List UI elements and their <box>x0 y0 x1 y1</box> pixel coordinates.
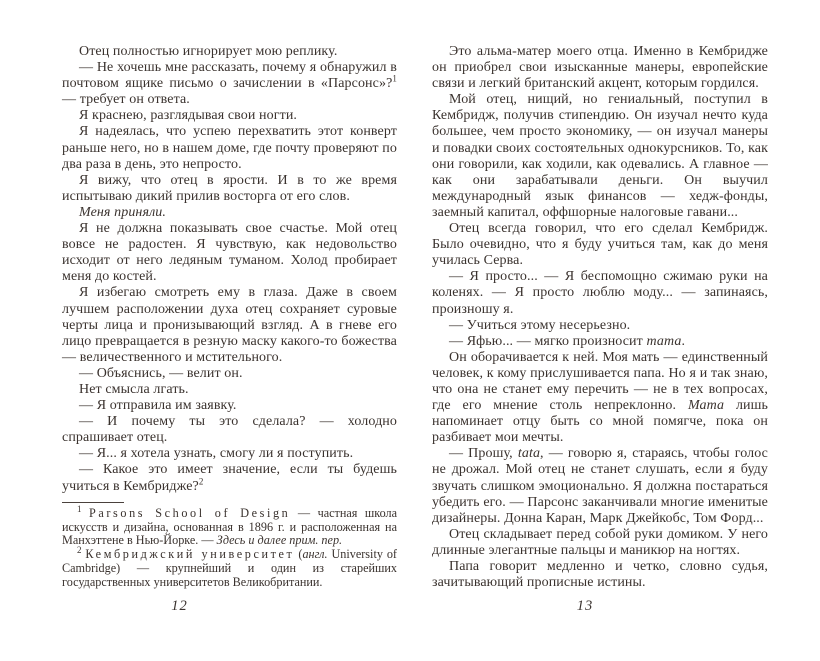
text-run: tata <box>517 446 541 462</box>
text-run: — Объяснись, — велит он. <box>79 365 243 381</box>
text-run: 2 <box>77 545 82 556</box>
page-number-left: 12 <box>171 598 188 614</box>
text-run: Папа говорит медленно и четко, словно судья, зачитывающий прописные истины. <box>432 559 768 591</box>
paragraphs <box>432 44 768 591</box>
paragraph <box>62 60 397 108</box>
text-run: Это альма-матер моего отца. Именно в Кембридже он приобрел свои изысканные манеры, европейские связи и легкий британский акцент, которым гордился. <box>432 44 768 92</box>
text-run: Parsons School of Design <box>89 505 291 520</box>
text-run: Мата <box>687 398 725 414</box>
text-run: — Учиться этому несерьезно. <box>449 317 631 333</box>
text-run: . <box>681 333 686 349</box>
text-run: — частная школа искусств и дизайна, основанная в 1896 г. и расположенная на Манхэттене в Нью-Йорке. — <box>62 505 398 548</box>
text-run: Я надеялась, что успею перехватить этот конверт раньше него, но в нашем доме, где почту проверяют по два раза в день, это непросто. <box>62 124 397 172</box>
paragraph <box>62 285 397 365</box>
text-run: Здесь и далее прим. пер. <box>216 533 343 548</box>
text-run: Отец складывает перед собой руки домиком. У него длинные элегантные пальцы и маникюр на ногтях. <box>432 526 768 558</box>
paragraph <box>432 269 768 317</box>
text-run: — Какое это имеет значение, если ты будешь учиться в Кембридже? <box>62 462 397 494</box>
paragraphs <box>62 44 397 495</box>
paragraph <box>62 124 397 172</box>
text-run: — Я... я хотела узнать, смогу ли я поступить. <box>79 446 354 462</box>
paragraph <box>62 173 397 205</box>
text-run: University of Cambridge) — крупнейший и один из старейших государственных университетов Великобритании. <box>62 547 397 590</box>
footnote <box>62 545 397 590</box>
text-run: — Прошу, <box>449 446 518 462</box>
footnote <box>62 503 398 549</box>
text-run: Отец полностью игнорирует мою реплику. <box>79 44 338 59</box>
paragraph <box>62 221 397 285</box>
text-run: — Не хочешь мне рассказать, почему я обнаружил в почтовом ящике письмо о зачислении в «Парсонс»? <box>62 60 397 92</box>
text-run: — требует он ответа. <box>62 92 190 108</box>
text-run: Я избегаю смотреть ему в глаза. Даже в своем лучшем расположении духа отец сохраняет суровые черты лица и пронизывающий взгляд. А в гневе его лицо превращается в резную маску какого-то божества — величественного и мстительного. <box>62 285 397 365</box>
text-run: Нет смысла лгать. <box>79 381 189 397</box>
text-run: Я вижу, что отец в ярости. И в то же время испытываю дикий прилив восторга от его слов. <box>62 172 397 204</box>
text-run: Кембриджский университет <box>85 547 295 562</box>
footnotes <box>62 503 398 590</box>
paragraph <box>432 221 768 269</box>
text-run: Он оборачивается к ней. Моя мать — единственный человек, к кому прислушивается папа. Но я и так знаю, что она не станет ему перечить — не в тех вопросах, где его мнение столь непреклонно. <box>432 349 768 414</box>
text-run: — Яфью... — мягко произносит <box>449 333 647 349</box>
text-run: 2 <box>198 475 204 486</box>
paragraph <box>62 205 397 221</box>
text-run: Меня приняли. <box>79 204 166 220</box>
text-run: 1 <box>392 73 397 84</box>
text-run: тата <box>646 333 682 349</box>
text-run: — И почему ты это сделала? — холодно спрашивает отец. <box>62 414 397 446</box>
text-run: — Я отправила им заявку. <box>79 398 237 414</box>
text-run: , — говорю я, стараясь, чтобы голос не дрожал. Мой отец не станет слушать, если я буду звучать слишком эмоционально. Я должна постараться убедить его. — Парсонс заканчивали многие именитые дизайнеры. Донна Каран, Марк Джейкобс, Том Форд... <box>432 446 768 526</box>
paragraph <box>432 334 768 350</box>
paragraph <box>62 398 397 414</box>
text-run: — Я просто... — Я беспомощно сжимаю руки на коленях. — Я просто люблю моду... — запинаясь, произношу я. <box>432 269 768 317</box>
footnote-separator <box>62 502 124 503</box>
text-run: Отец всегда говорил, что его сделал Кембридж. Было очевидно, что я буду учиться там, как до меня училась Серва. <box>432 221 768 269</box>
text-run: Мой отец, нищий, но гениальный, поступил в Кембридж, получив стипендию. Он изучал нечто куда большее, чем просто экономику, — он изучал манеры и повадки своих состоятельных однокурсников. То, как они говорили, как ходили, как одевались. А главное — как они зарабатывали деньги. Он выучил международный язык финансов — хедж-фонды, заемный капитал, оффшорные налоговые гавани... <box>432 92 768 220</box>
text-run: англ. <box>302 547 328 562</box>
paragraph <box>432 318 768 334</box>
paragraph <box>62 44 397 60</box>
paragraph <box>62 446 397 462</box>
paragraph <box>432 446 768 526</box>
paragraph <box>62 108 397 124</box>
paragraph <box>432 92 768 221</box>
text-run: Я краснею, разглядывая свои ногти. <box>79 108 298 124</box>
paragraph <box>62 414 397 446</box>
paragraph <box>62 366 397 382</box>
text-run: 1 <box>77 503 82 514</box>
paragraph <box>432 350 768 447</box>
text-run: лишь напоминает отцу быть со мной помягче, пока он разбивает мои мечты. <box>432 398 768 446</box>
paragraph <box>62 382 397 398</box>
page-number-right: 13 <box>576 598 594 614</box>
paragraph <box>432 44 768 92</box>
text-run: Я не должна показывать свое счастье. Мой отец вовсе не радостен. Я чувствую, как недовольство исходит от него ледяным туманом. Холод пробирает меня до костей. <box>62 221 397 285</box>
text-run: ( <box>294 547 303 562</box>
paragraph <box>432 559 768 591</box>
paragraph <box>62 462 397 494</box>
paragraph <box>432 527 768 559</box>
page-right <box>410 0 820 661</box>
text-run <box>82 506 90 520</box>
